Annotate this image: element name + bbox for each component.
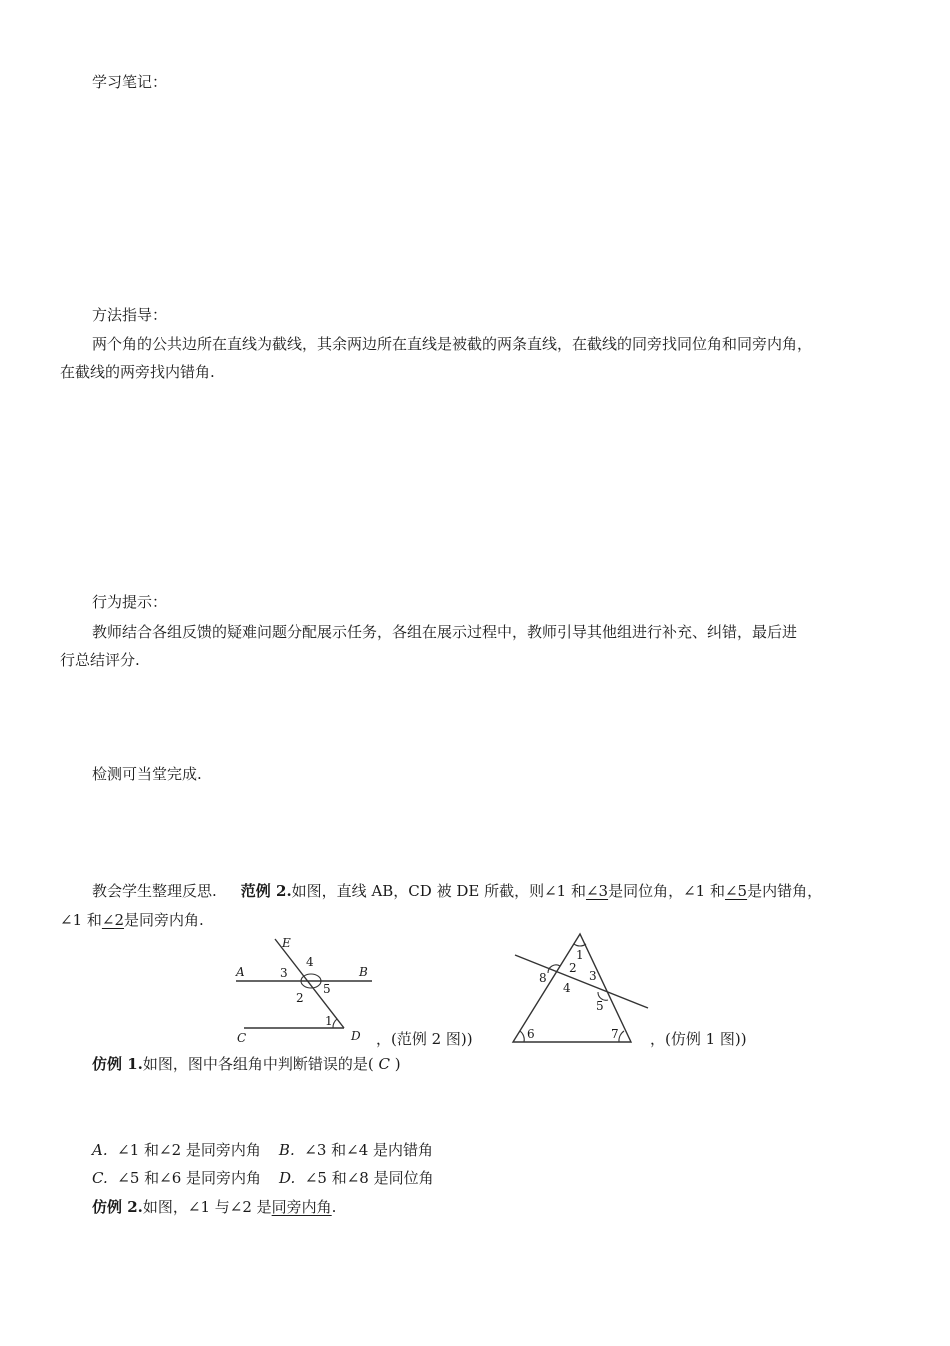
example2-line-1	[92, 881, 822, 901]
figure1-caption: ，(范例 2 图))	[376, 1030, 473, 1048]
example2-text-b: 是同位角，∠1 和	[608, 882, 725, 900]
angle-label-2: 2	[296, 991, 304, 1005]
label-a: A	[236, 965, 245, 979]
figure-imitation1	[510, 930, 650, 1045]
imitation2-text: 如图，∠1 与∠2 是	[142, 1198, 272, 1216]
option-c-text: ∠5 和∠6 是同旁内角	[117, 1169, 262, 1187]
label-d: D	[351, 1029, 361, 1043]
option-b-text: ∠3 和∠4 是内错角	[304, 1141, 434, 1159]
option-c-key: C.	[92, 1169, 108, 1187]
options-row-1	[92, 1140, 433, 1160]
check-text: 检测可当堂完成.	[92, 765, 202, 783]
angle-mark-bottom-right	[619, 1031, 624, 1042]
method-line-1: 两个角的公共边所在直线为截线，其余两边所在直线是被截的两条直线，在截线的同旁找同位角和同旁内角，	[92, 335, 813, 353]
imitation2-end: .	[331, 1198, 337, 1216]
option-a-text: ∠1 和∠2 是同旁内角	[117, 1141, 261, 1159]
angle-mark-bottom-left	[520, 1031, 524, 1042]
notes-label: 学习笔记：	[92, 73, 168, 91]
angle-label-3: 3	[589, 969, 597, 983]
figure2-caption: ，(仿例 1 图))	[650, 1030, 747, 1048]
label-c: C	[237, 1031, 247, 1045]
line-de	[275, 939, 344, 1028]
method-label: 方法指导：	[92, 306, 168, 324]
angle-label-3: 3	[280, 966, 288, 980]
example2-prefix: 教会学生整理反思.	[92, 882, 217, 900]
imitation1-close: )	[394, 1055, 401, 1073]
label-b: B	[359, 965, 368, 979]
option-b-key: B.	[278, 1141, 295, 1159]
example2-title: 范例 2.	[240, 882, 292, 900]
secant-line	[515, 955, 648, 1008]
behavior-line-2: 行总结评分.	[60, 651, 140, 669]
angle-label-7: 7	[611, 1027, 619, 1041]
option-a-key: A.	[92, 1141, 108, 1159]
imitation1-title: 仿例 1.	[92, 1055, 143, 1073]
behavior-line-1: 教师结合各组反馈的疑难问题分配展示任务，各组在展示过程中，教师引导其他组进行补充、纠错，最后进	[92, 623, 798, 641]
figure-example2	[232, 936, 372, 1046]
imitation1-text: 如图，图中各组角中判断错误的是(	[142, 1055, 374, 1073]
example2-text-e: 是同旁内角.	[124, 911, 204, 929]
behavior-label: 行为提示：	[92, 593, 168, 611]
imitation2-title: 仿例 2.	[92, 1198, 143, 1216]
example2-answer-1: ∠3	[585, 882, 609, 900]
angle-label-6: 6	[527, 1027, 535, 1041]
option-d-text: ∠5 和∠8 是同位角	[304, 1169, 434, 1187]
triangle	[513, 934, 631, 1042]
angle-label-1: 1	[576, 948, 584, 962]
imitation2-question	[92, 1197, 336, 1217]
option-d-key: D.	[279, 1169, 296, 1187]
angle-mark-d	[333, 1019, 337, 1028]
angle-label-1: 1	[325, 1014, 333, 1028]
label-e: E	[282, 936, 291, 950]
example2-text-d: ∠1 和	[60, 911, 102, 929]
angle-label-8: 8	[539, 971, 547, 985]
angle-label-4: 4	[306, 955, 314, 969]
example2-text-a: 如图，直线 AB，CD 被 DE 所截，则∠1 和	[291, 882, 586, 900]
example2-line-2	[60, 910, 204, 930]
imitation1-answer: C	[378, 1055, 391, 1073]
example2-answer-3: ∠2	[101, 911, 125, 929]
method-line-2: 在截线的两旁找内错角.	[60, 363, 215, 381]
example2-answer-2: ∠5	[724, 882, 748, 900]
imitation2-answer: 同旁内角	[271, 1198, 332, 1216]
angle-label-5: 5	[596, 999, 604, 1013]
angle-label-4: 4	[563, 981, 571, 995]
angle-label-5: 5	[323, 982, 331, 996]
example2-text-c: 是内错角，	[747, 882, 823, 900]
imitation1-question	[92, 1054, 401, 1074]
angle-label-2: 2	[569, 961, 577, 975]
options-row-2	[92, 1168, 434, 1188]
